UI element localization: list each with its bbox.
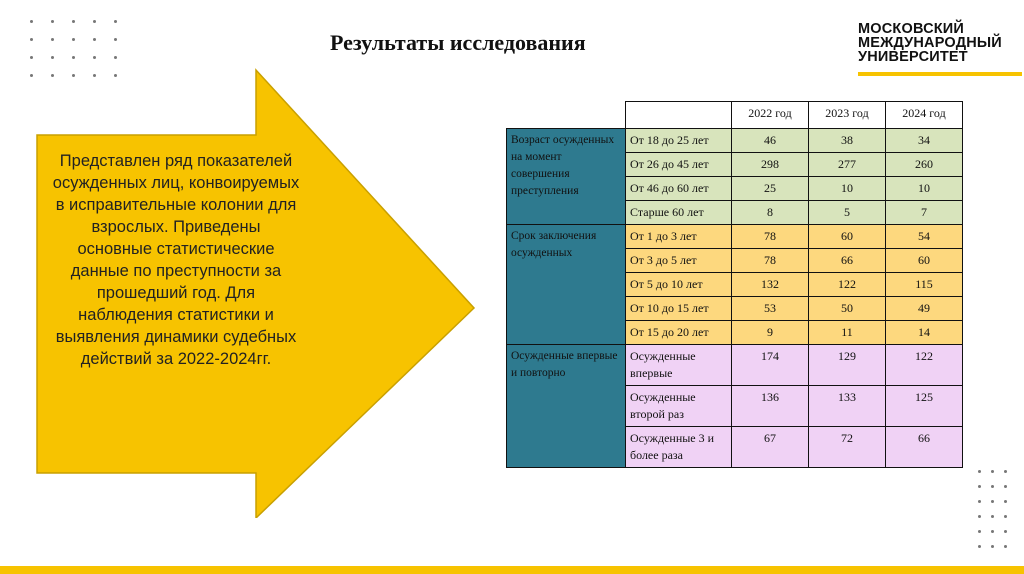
- value-2023: 72: [809, 427, 886, 468]
- value-2023: 133: [809, 386, 886, 427]
- value-2024: 10: [886, 177, 963, 201]
- logo-line-2: МЕЖДУНАРОДНЫЙ: [858, 35, 1002, 51]
- row-label: От 46 до 60 лет: [626, 177, 732, 201]
- header-2022: 2022 год: [732, 102, 809, 129]
- value-2023: 60: [809, 225, 886, 249]
- value-2023: 277: [809, 153, 886, 177]
- university-logo: [858, 22, 1002, 64]
- value-2024: 125: [886, 386, 963, 427]
- logo-underline: [858, 72, 1022, 76]
- value-2024: 66: [886, 427, 963, 468]
- value-2023: 11: [809, 321, 886, 345]
- page-title: Результаты исследования: [330, 30, 586, 55]
- value-2024: 49: [886, 297, 963, 321]
- value-2022: 132: [732, 273, 809, 297]
- row-label: От 1 до 3 лет: [626, 225, 732, 249]
- value-2022: 298: [732, 153, 809, 177]
- row-label: От 10 до 15 лет: [626, 297, 732, 321]
- value-2023: 129: [809, 345, 886, 386]
- row-label: Осужденные второй раз: [626, 386, 732, 427]
- value-2024: 54: [886, 225, 963, 249]
- header-2024: 2024 год: [886, 102, 963, 129]
- value-2024: 7: [886, 201, 963, 225]
- value-2024: 60: [886, 249, 963, 273]
- value-2022: 174: [732, 345, 809, 386]
- category-sentence-term: Срок заключения осужденных: [507, 225, 626, 345]
- category-first-repeat: Осужденные впервые и повторно: [507, 345, 626, 468]
- row-label: Осужденные 3 и более раза: [626, 427, 732, 468]
- header-2023: 2023 год: [809, 102, 886, 129]
- header-empty-cell: [626, 102, 732, 129]
- value-2023: 10: [809, 177, 886, 201]
- value-2022: 25: [732, 177, 809, 201]
- value-2022: 8: [732, 201, 809, 225]
- value-2022: 67: [732, 427, 809, 468]
- value-2022: 78: [732, 249, 809, 273]
- row-label: Старше 60 лет: [626, 201, 732, 225]
- value-2024: 115: [886, 273, 963, 297]
- value-2024: 260: [886, 153, 963, 177]
- header-empty-corner: [507, 102, 626, 129]
- value-2022: 136: [732, 386, 809, 427]
- table-header-row: [507, 102, 963, 129]
- decorative-dot-grid-bottom: [978, 470, 1007, 548]
- row-label: От 5 до 10 лет: [626, 273, 732, 297]
- logo-line-3: УНИВЕРСИТЕТ: [858, 49, 968, 65]
- statistics-table: [506, 101, 963, 468]
- value-2024: 122: [886, 345, 963, 386]
- value-2022: 9: [732, 321, 809, 345]
- value-2023: 38: [809, 129, 886, 153]
- value-2023: 5: [809, 201, 886, 225]
- value-2022: 78: [732, 225, 809, 249]
- value-2023: 122: [809, 273, 886, 297]
- value-2022: 53: [732, 297, 809, 321]
- logo-line-1: МОСКОВСКИЙ: [858, 21, 965, 37]
- table-row: [507, 225, 963, 249]
- arrow-description-text: Представлен ряд показателей осужденных лиц, конвоируемых в исправительные колонии для взрослых. Приведены основные статистические данные по преступности за прошедший год. Для наблюдения статистики и выявления динамики судебных действий за 2022-2024гг.: [52, 152, 300, 368]
- value-2023: 66: [809, 249, 886, 273]
- table-row: [507, 129, 963, 153]
- row-label: Осужденные впервые: [626, 345, 732, 386]
- row-label: От 3 до 5 лет: [626, 249, 732, 273]
- row-label: От 15 до 20 лет: [626, 321, 732, 345]
- value-2024: 34: [886, 129, 963, 153]
- value-2024: 14: [886, 321, 963, 345]
- category-age: Возраст осужденных на момент совершения преступления: [507, 129, 626, 225]
- bottom-accent-bar: [0, 566, 1024, 574]
- row-label: От 18 до 25 лет: [626, 129, 732, 153]
- row-label: От 26 до 45 лет: [626, 153, 732, 177]
- value-2022: 46: [732, 129, 809, 153]
- value-2023: 50: [809, 297, 886, 321]
- table-row: [507, 345, 963, 386]
